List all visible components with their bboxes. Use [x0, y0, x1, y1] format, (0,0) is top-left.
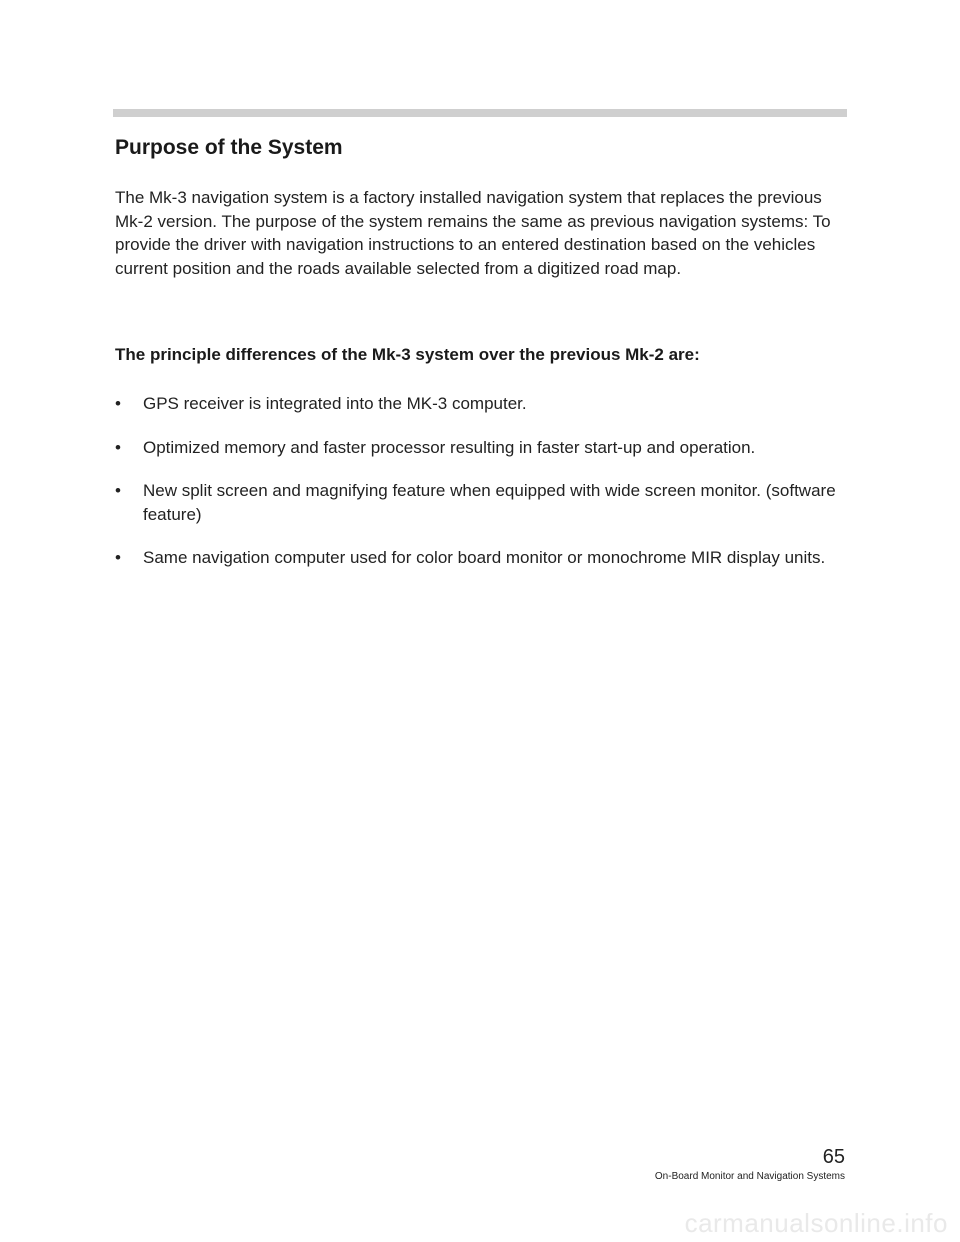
list-item — [115, 546, 845, 570]
list-item-text: New split screen and magnifying feature when equipped with wide screen monitor. (software feature) — [143, 481, 836, 524]
list-item — [115, 479, 845, 526]
page-footer — [655, 1146, 845, 1184]
page-number: 65 — [822, 1146, 845, 1168]
intro-paragraph: The Mk-3 navigation system is a factory installed navigation system that replaces the previous Mk-2 version. The purpose of the system remains the same as previous navigation systems: To provide the driver with navigation instructions to an entered destination based on the vehicles current position and the roads available selected from a digitized road map. — [115, 188, 831, 278]
differences-subheading: The principle differences of the Mk-3 system over the previous Mk-2 are: — [115, 345, 700, 364]
bullet-icon: • — [115, 437, 121, 457]
bullet-icon: • — [115, 481, 121, 500]
list-item-text: Same navigation computer used for color board monitor or monochrome MIR display units. — [143, 548, 826, 567]
differences-list — [115, 392, 845, 590]
top-rule — [113, 109, 847, 117]
list-item-text: Optimized memory and faster processor resulting in faster start-up and operation. — [143, 437, 756, 457]
watermark: carmanualsonline.info — [684, 1208, 948, 1238]
bullet-icon: • — [115, 394, 121, 413]
bullet-icon: • — [115, 548, 121, 567]
list-item — [115, 436, 845, 460]
list-item — [115, 392, 845, 416]
list-item-text: GPS receiver is integrated into the MK-3 computer. — [143, 394, 527, 413]
section-heading: Purpose of the System — [115, 136, 343, 159]
footer-title: On-Board Monitor and Navigation Systems — [654, 1171, 845, 1182]
